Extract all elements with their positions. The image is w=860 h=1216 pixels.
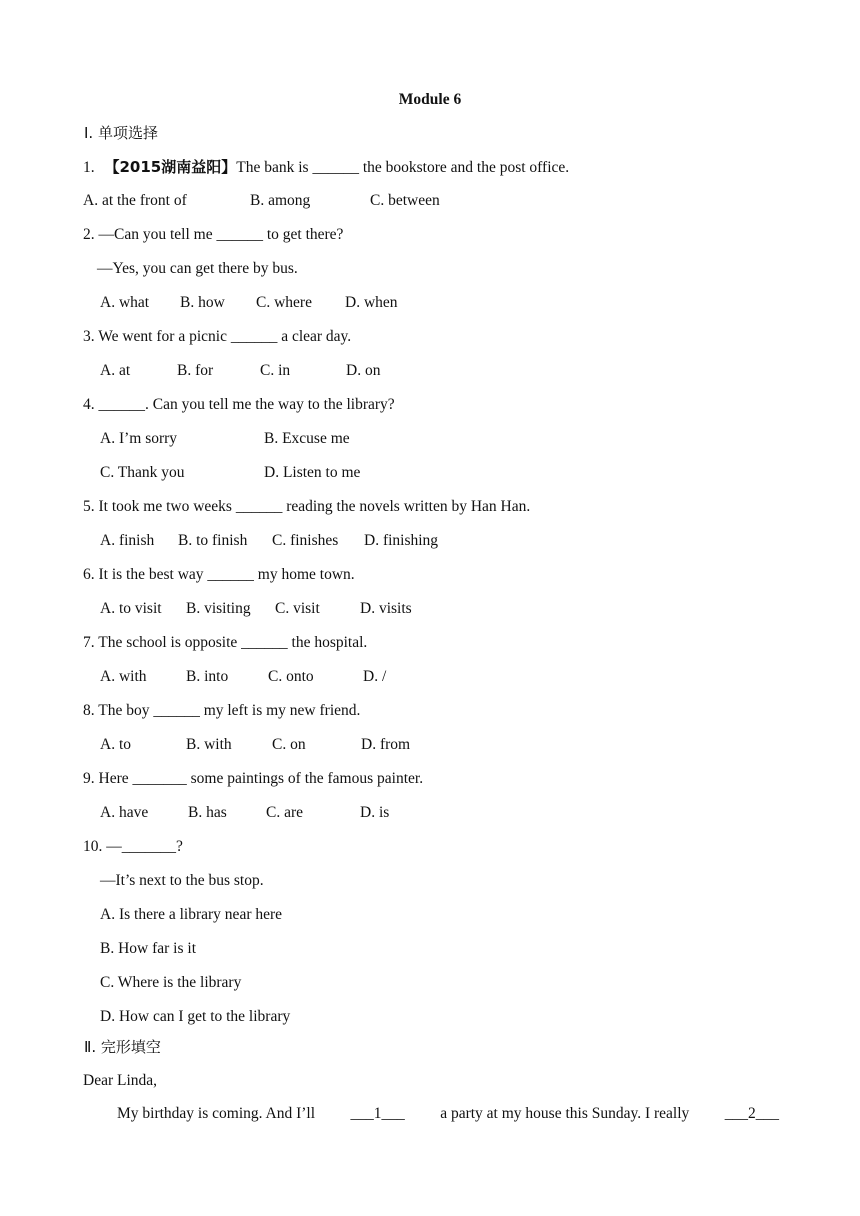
question-4-option-b[interactable]: B. Excuse me [264, 430, 350, 447]
question-10-option-c[interactable]: C. Where is the library [100, 974, 242, 991]
question-3-option-d[interactable]: D. on [346, 362, 381, 379]
section-heading-cloze: Ⅱ. 完形填空 [84, 1038, 161, 1056]
question-6-text: 6. It is the best way ______ my home town. [83, 566, 355, 583]
question-8-option-a[interactable]: A. to [100, 736, 131, 753]
question-6-option-a[interactable]: A. to visit [100, 600, 162, 617]
question-7-option-c[interactable]: C. onto [268, 668, 314, 685]
page-title: Module 6 [398, 91, 462, 108]
question-3-option-c[interactable]: C. in [260, 362, 291, 379]
question-2-text: 2. —Can you tell me ______ to get there? [83, 226, 344, 243]
cloze-blank-1[interactable]: ___1___ [350, 1105, 405, 1122]
question-8-option-d[interactable]: D. from [361, 736, 411, 753]
question-10-option-d[interactable]: D. How can I get to the library [100, 1008, 291, 1025]
question-1-option-c[interactable]: C. between [370, 192, 440, 209]
question-3-text: 3. We went for a picnic ______ a clear day. [83, 328, 352, 345]
letter-text-1: My birthday is coming. And I’ll [117, 1105, 316, 1122]
question-5-option-c[interactable]: C. finishes [272, 532, 339, 549]
question-9-option-c[interactable]: C. are [266, 804, 304, 821]
question-4-option-d[interactable]: D. Listen to me [264, 464, 361, 481]
question-3-option-a[interactable]: A. at [100, 362, 131, 379]
section-heading-multiple-choice: Ⅰ. 单项选择 [84, 124, 158, 142]
question-8-option-c[interactable]: C. on [272, 736, 306, 753]
question-4-text: 4. ______. Can you tell me the way to the library? [83, 396, 395, 413]
letter-paragraph-line [117, 1104, 779, 1124]
letter-greeting: Dear Linda, [83, 1072, 158, 1089]
question-2-option-a[interactable]: A. what [100, 294, 150, 311]
question-5-option-d[interactable]: D. finishing [364, 532, 439, 549]
question-6-option-d[interactable]: D. visits [360, 600, 412, 617]
cloze-blank-2[interactable]: ___2___ [724, 1105, 779, 1122]
question-10-reply: —It’s next to the bus stop. [100, 872, 264, 889]
question-9-option-b[interactable]: B. has [188, 804, 227, 821]
question-7-text: 7. The school is opposite ______ the hospital. [83, 634, 368, 651]
question-7-option-a[interactable]: A. with [100, 668, 147, 685]
question-6-option-b[interactable]: B. visiting [186, 600, 251, 617]
question-1 [83, 157, 569, 178]
question-4-option-c[interactable]: C. Thank you [100, 464, 185, 481]
question-9-option-d[interactable]: D. is [360, 804, 390, 821]
question-1-option-a[interactable]: A. at the front of [83, 192, 187, 209]
question-2-reply: —Yes, you can get there by bus. [97, 260, 298, 277]
question-10-text: 10. —_______? [83, 838, 183, 855]
question-7-option-d[interactable]: D. / [363, 668, 387, 685]
question-9-option-a[interactable]: A. have [100, 804, 149, 821]
question-5-text: 5. It took me two weeks ______ reading the novels written by Han Han. [83, 498, 531, 515]
question-8-text: 8. The boy ______ my left is my new friend. [83, 702, 361, 719]
question-5-option-b[interactable]: B. to finish [178, 532, 248, 549]
question-1-option-b[interactable]: B. among [250, 192, 311, 209]
question-1-source: 【2015湖南益阳】 [104, 158, 237, 176]
question-10-option-b[interactable]: B. How far is it [100, 940, 197, 957]
question-10-option-a[interactable]: A. Is there a library near here [100, 906, 283, 923]
question-2-option-d[interactable]: D. when [345, 294, 398, 311]
question-2-option-c[interactable]: C. where [256, 294, 312, 311]
question-3-option-b[interactable]: B. for [177, 362, 214, 379]
question-1-text: The bank is ______ the bookstore and the post office. [236, 159, 570, 176]
question-7-option-b[interactable]: B. into [186, 668, 229, 685]
question-9-text: 9. Here _______ some paintings of the famous painter. [83, 770, 424, 787]
question-6-option-c[interactable]: C. visit [275, 600, 320, 617]
question-8-option-b[interactable]: B. with [186, 736, 232, 753]
letter-text-2: a party at my house this Sunday. I really [440, 1105, 690, 1122]
question-2-option-b[interactable]: B. how [180, 294, 225, 311]
question-4-option-a[interactable]: A. I’m sorry [100, 430, 178, 447]
question-5-option-a[interactable]: A. finish [100, 532, 155, 549]
question-1-number: 1. [83, 159, 95, 176]
